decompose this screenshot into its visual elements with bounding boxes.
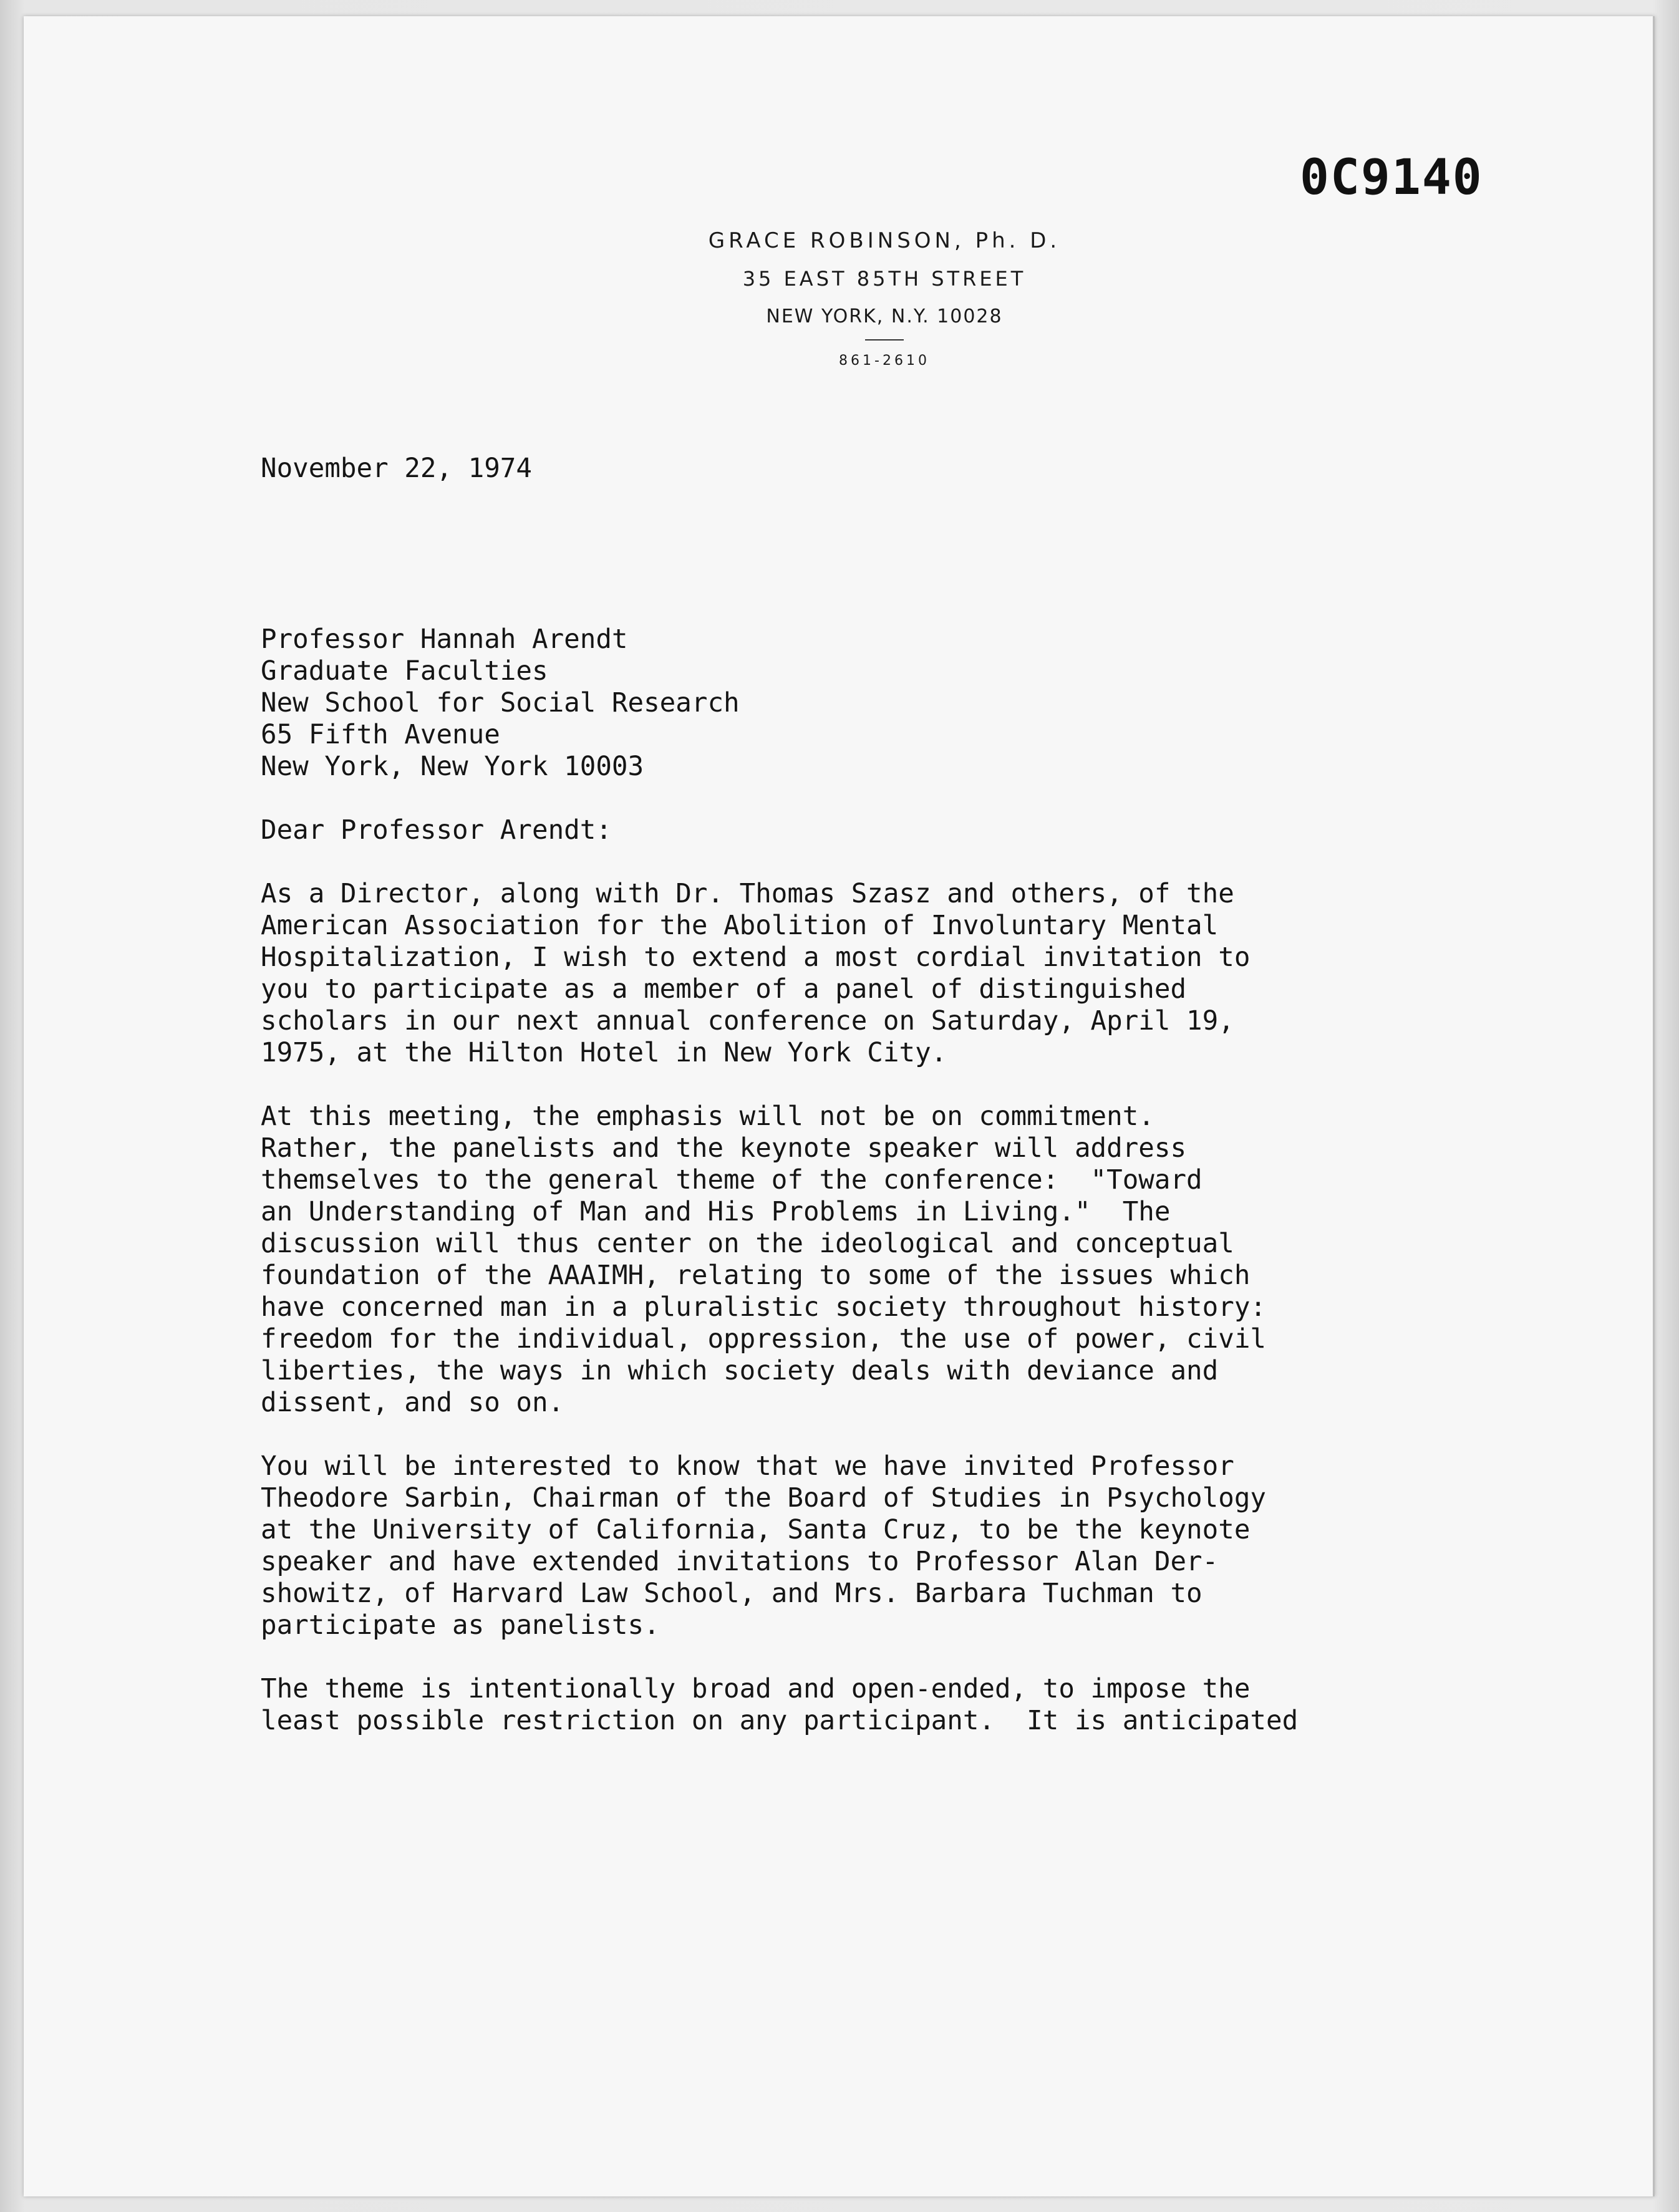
paragraph-line: liberties, the ways in which society deals with deviance and [261,1356,1219,1386]
paragraph-line: participate as panelists. [261,1610,660,1641]
recipient-line: Professor Hannah Arendt [261,624,628,655]
paragraph-theme [261,1101,1546,1419]
paragraph-speakers [261,1451,1546,1641]
recipient-line: New School for Social Research [261,688,740,718]
paragraph-line: Theodore Sarbin, Chairman of the Board of Studies in Psychology [261,1483,1266,1514]
letterhead-divider [865,339,904,340]
paragraph-line: At this meeting, the emphasis will not be on commitment. [261,1101,1154,1132]
paragraph-line: Rather, the panelists and the keynote speaker will address [261,1133,1187,1164]
paragraph-line: speaker and have extended invitations to Professor Alan Der- [261,1547,1219,1577]
paragraph-line: The theme is intentionally broad and open-ended, to impose the [261,1674,1251,1704]
paragraph-line: As a Director, along with Dr. Thomas Szasz and others, of the [261,879,1234,909]
paragraph-line: scholars in our next annual conference on Saturday, April 19, [261,1006,1234,1036]
recipient-line: New York, New York 10003 [261,751,644,782]
paragraph-open-ended [261,1673,1546,1737]
recipient-line: Graduate Faculties [261,656,548,687]
paragraph-line: foundation of the AAAIMH, relating to some of the issues which [261,1260,1251,1291]
paragraph-line: You will be interested to know that we have invited Professor [261,1451,1234,1482]
paragraph-line: dissent, and so on. [261,1388,564,1418]
letter-page [24,16,1655,2196]
salutation: Dear Professor Arendt: [261,815,612,846]
letter-date: November 22, 1974 [261,453,532,484]
letterhead-city: NEW YORK, N.Y. 10028 [766,306,1003,327]
recipient-line: 65 Fifth Avenue [261,720,500,750]
paragraph-line: American Association for the Abolition of Involuntary Mental [261,910,1219,941]
letterhead-name: GRACE ROBINSON, Ph. D. [708,228,1061,253]
paragraph-line: at the University of California, Santa Cruz, to be the keynote [261,1515,1251,1545]
paragraph-line: you to participate as a member of a panel of distinguished [261,974,1187,1005]
paragraph-line: have concerned man in a pluralistic society throughout history: [261,1292,1266,1323]
letter-body [261,453,1546,1769]
recipient-address [261,624,1546,783]
letterhead-phone: 861-2610 [839,353,930,369]
archive-stamp-number: 0C9140 [1300,150,1483,206]
paragraph-line: an Understanding of Man and His Problems in Living." The [261,1197,1171,1227]
letterhead [666,222,1103,370]
paragraph-line: Hospitalization, I wish to extend a most cordial invitation to [261,942,1251,973]
letterhead-street: 35 EAST 85TH STREET [742,267,1027,291]
paragraph-line: freedom for the individual, oppression, the use of power, civil [261,1324,1266,1355]
paragraph-line: least possible restriction on any participant. It is anticipated [261,1706,1299,1736]
paragraph-line: discussion will thus center on the ideological and conceptual [261,1229,1234,1259]
paragraph-line: 1975, at the Hilton Hotel in New York City. [261,1038,947,1068]
paragraph-invitation [261,878,1546,1069]
paragraph-line: themselves to the general theme of the conference: "Toward [261,1165,1202,1195]
paragraph-line: showitz, of Harvard Law School, and Mrs. Barbara Tuchman to [261,1578,1202,1609]
